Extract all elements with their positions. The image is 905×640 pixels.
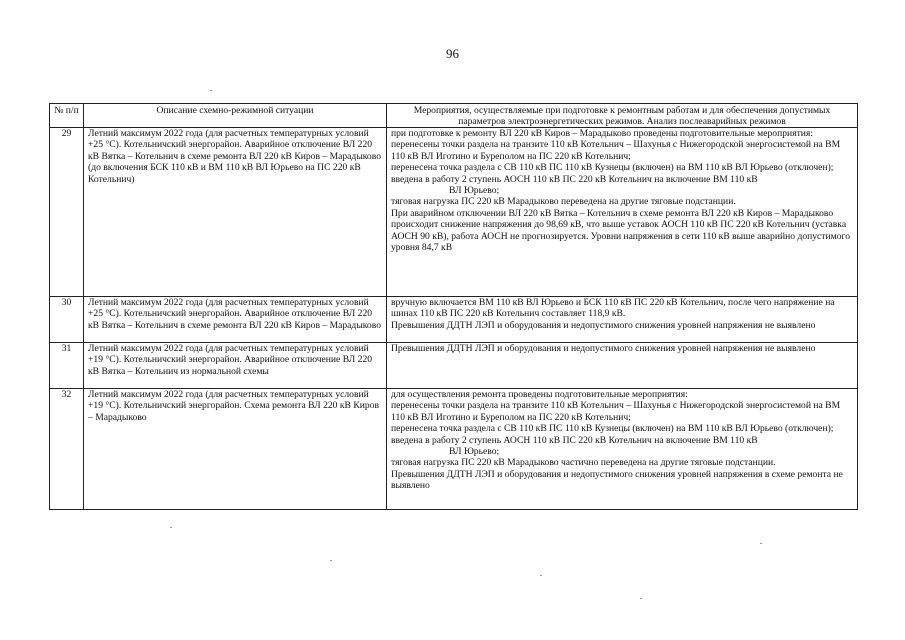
scan-speck xyxy=(540,575,542,576)
table-row xyxy=(50,343,858,389)
measure-line: ВЛ Юрьево; xyxy=(449,446,500,458)
row-number: 31 xyxy=(50,343,84,389)
schedule-table xyxy=(49,103,858,510)
measure-line: введена в работу 2 ступень АОСН 110 кВ ПС 220 кВ Котельнич на включение ВМ 110 кВ xyxy=(391,173,758,185)
measure-line: Превышения ДДТН ЛЭП и оборудования и недопустимого снижения уровней напряжения в схеме ремонта не выявлено xyxy=(391,468,843,492)
row-measures xyxy=(387,343,858,389)
scan-speck xyxy=(330,560,332,561)
header-number: № п/п xyxy=(50,104,84,128)
measure-line: вручную включается ВМ 110 кВ ВЛ Юрьево и БСК 110 кВ ПС 220 кВ Котельнич, после чего напряжение на шинах 110 кВ ПС 220 кВ Котельнич составляет 118,9 кВ. xyxy=(391,297,835,320)
measure-line: ВЛ Юрьево; xyxy=(449,185,500,197)
row-description: Летний максимум 2022 года (для расчетных температурных условий +25 °С). Котельничский энергорайон. Аварийное отключение ВЛ 220 кВ Вятка – Котельнич в схеме ремонта ВЛ 220 кВ Киров – Марадыково (до включения БСК 110 кВ и ВМ 110 кВ ВЛ Юрьево на ПС 220 кВ Котельнич) xyxy=(84,128,387,297)
measure-line: перенесена точка раздела с СВ 110 кВ ПС 110 кВ Кузнецы (включен) на ВМ 110 кВ ВЛ Юрьево (отключен); xyxy=(391,162,834,174)
measure-line: при подготовке к ремонту ВЛ 220 кВ Киров – Марадыково проведены подготовительные мероприятия: xyxy=(391,128,813,139)
row-number: 29 xyxy=(50,128,84,297)
table-header-row xyxy=(50,104,858,128)
header-description: Описание схемно-режимной ситуации xyxy=(84,104,387,128)
row-measures xyxy=(387,297,858,343)
row-measures xyxy=(387,389,858,510)
header-measures: Мероприятия, осуществляемые при подготовке к ремонтным работам и для обеспечения допустимых параметров электроэнергетических режимов. Анализ послеаварийных режимов xyxy=(387,104,858,128)
table-row xyxy=(50,389,858,510)
measure-line: При аварийном отключении ВЛ 220 кВ Вятка – Котельнич в схеме ремонта ВЛ 220 кВ Киров – Марадыково происходит снижение напряжения до 98,69 кВ, что выше уставок АОСН 110 кВ ПС 220 кВ Котельнич (уставка АОСН 90 кВ), работа АОСН не прогнозируется. Уровни напряжения в сети 110 кВ выше аварийно допустимого уровня 84,7 кВ xyxy=(391,207,850,254)
table-row xyxy=(50,297,858,343)
row-number: 32 xyxy=(50,389,84,510)
row-measures xyxy=(387,128,858,297)
table-row xyxy=(50,128,858,297)
measure-line: перенесена точка раздела с СВ 110 кВ ПС 110 кВ Кузнецы (включен) на ВМ 110 кВ ВЛ Юрьево (отключен); xyxy=(391,423,834,435)
measure-line: Превышения ДДТН ЛЭП и оборудования и недопустимого снижения уровней напряжения не выявлено xyxy=(391,319,816,331)
measure-line: Превышения ДДТН ЛЭП и оборудования и недопустимого снижения уровней напряжения не выявлено xyxy=(391,343,816,354)
measure-line: перенесены точки раздела на транзите 110 кВ Котельнич – Шахунья с Нижегородской энергосистемой на ВМ 110 кВ ВЛ Иготино и Буреполом на ПС 220 кВ Котельнич; xyxy=(391,400,841,423)
row-description: Летний максимум 2022 года (для расчетных температурных условий +25 °С). Котельничский энергорайон. Аварийное отключение ВЛ 220 кВ Вятка – Котельнич в схеме ремонта ВЛ 220 кВ Киров – Марадыково xyxy=(84,297,387,343)
row-number: 30 xyxy=(50,297,84,343)
measure-line: тяговая нагрузка ПС 220 кВ Марадыково переведена на другие тяговые подстанции. xyxy=(391,196,736,208)
scan-speck xyxy=(170,527,172,528)
scan-speck xyxy=(760,543,762,544)
page-number: 96 xyxy=(446,46,459,61)
measure-line: тяговая нагрузка ПС 220 кВ Марадыково частично переведена на другие тяговые подстанции. xyxy=(391,457,776,469)
row-description: Летний максимум 2022 года (для расчетных температурных условий +19 °С). Котельничский энергорайон. Схема ремонта ВЛ 220 кВ Киров – Марадыково xyxy=(84,389,387,510)
measure-line: введена в работу 2 ступень АОСН 110 кВ ПС 220 кВ Котельнич на включение ВМ 110 кВ xyxy=(391,434,758,446)
measure-line: для осуществления ремонта проведены подготовительные мероприятия: xyxy=(391,389,688,400)
scan-speck xyxy=(210,90,212,91)
measure-line: перенесены точки раздела на транзите 110 кВ Котельнич – Шахунья с Нижегородской энергосистемой на ВМ 110 кВ ВЛ Иготино и Буреполом на ПС 220 кВ Котельнич; xyxy=(391,139,841,162)
row-description: Летний максимум 2022 года (для расчетных температурных условий +19 °С). Котельничский энергорайон. Аварийное отключение ВЛ 220 кВ Вятка – Котельнич из нормальной схемы xyxy=(84,343,387,389)
scan-speck xyxy=(640,598,642,599)
